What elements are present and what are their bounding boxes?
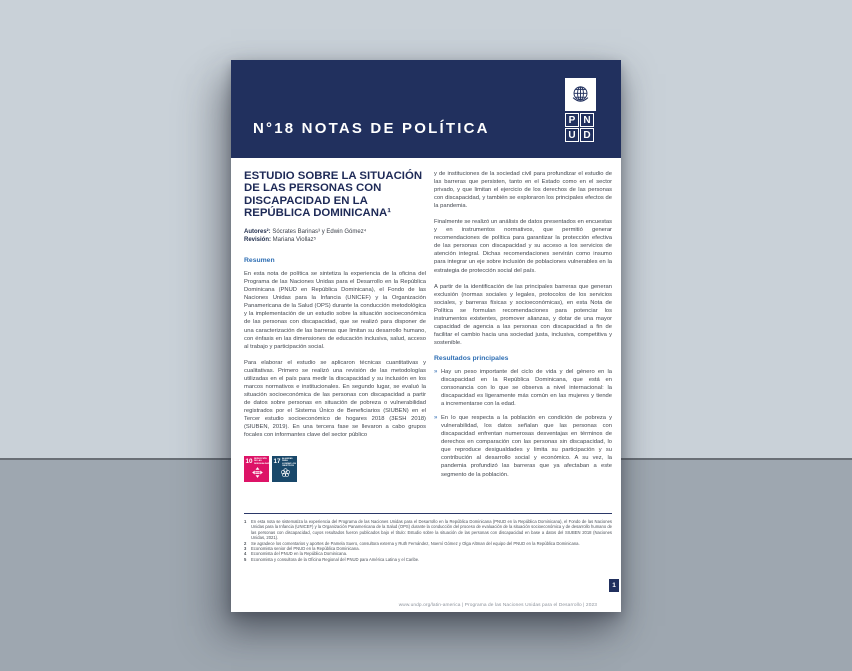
resumen-heading: Resumen — [244, 257, 275, 265]
page-content — [244, 170, 612, 485]
footnote-4-text: Economista del PNUD en la República Dominicana. — [251, 551, 348, 557]
logo-letter-d: D — [580, 128, 594, 142]
sdg-10-badge — [244, 456, 273, 482]
revision-name: Mariana Viollaz⁵ — [271, 237, 317, 244]
result-bullet-2-text: En lo que respecta a la población en condición de pobreza y vulnerabilidad, los datos señalan que las personas con discapacidad enfrentan numerosas desventajas en términos de derechos en comparación con las personas sin discapacidad, lo que reproduce desigualdades y limita su participación y su contribución al desarrollo social y económico. A su vez, la pandemia profundizó las barreras que ya afectaban a este segmento de la población. — [441, 415, 612, 478]
footnote-2-text: Se agradece los comentarios y aportes de Pamela Suero, consultora externa y Ruth Fernández, Noemí Gómez y Olga Altman del equipo del PNUD en la República Dominicana. — [251, 540, 580, 546]
footer-text: www.undp.org/latin-america | Programa de las Naciones Unidas para el Desarrollo | 2023 — [398, 603, 597, 608]
footnote-2-number: 2 — [244, 540, 247, 546]
revision-label: Revisión: — [244, 237, 272, 244]
footnote-1-number: 1 — [244, 519, 247, 524]
left-column — [244, 170, 426, 485]
bullet-marker-icon: » — [434, 415, 438, 422]
logo-letter-u: U — [565, 128, 579, 142]
footnote-1-text: En esta nota se sistematiza la experiencia del Programa de las Naciones Unidas para el Desarrollo en la República Dominicana (PNUD en la República Dominicana), el Fondo de las Naciones Unidas para la Infancia (UNICEF) y la Organización Panamericana de la Salud (OPS) durante la conducción del proceso de evaluación de la situación socioeconómica y de desarrollo humano de las personas con discapacidad, cuyos resultados fueron publicados bajo el título: Estudio sobre la situación de las personas con discapacidad en base a datos del SIUBEN 2018 (Naciones Unidas, 2021). — [251, 519, 612, 541]
sdg-badges — [244, 456, 426, 482]
authors-line — [244, 228, 426, 236]
footnote-5 — [244, 557, 612, 562]
result-bullet-1 — [434, 368, 612, 408]
resumen-paragraph-2: Para elaborar el estudio se aplicaron técnicas cuantitativas y cualitativas. Primero se realizó una revisión de las metodologías utilizadas en el país para medir la discapacidad y su inclusión en los marcos normativos e institucionales. En segundo lugar, se evaluó la situación socioeconómica de las personas con discapacidad a partir de datos sobre personas en situación de pobreza o vulnerabilidad registrados por el Sistema Único de Beneficiarios (SIUBEN) en el Tercer estudio socioeconómico de hogares 2018 (3ESH 2018) (SIUBEN, 2019). En una tercera fase se llevaron a cabo grupos focales con informantes clave del sector público — [244, 359, 426, 439]
equality-icon — [246, 466, 270, 479]
footnote-4-number: 4 — [244, 551, 247, 557]
document-series-title: N°18 NOTAS DE POLÍTICA — [253, 120, 490, 137]
logo-letter-p: P — [565, 113, 579, 127]
sdg-10-label: REDUCCIÓN DE LAS DESIGUALDADES — [254, 457, 273, 465]
revision-line — [244, 236, 426, 244]
footnote-5-number: 5 — [244, 556, 247, 562]
footnote-1 — [244, 519, 612, 541]
un-globe-icon — [565, 78, 596, 111]
result-bullet-2 — [434, 414, 612, 478]
partnership-rings-icon — [274, 466, 298, 479]
footnote-5-text: Economista y consultora de la Oficina Regional del PNUD para América Latina y el Caribe. — [251, 556, 420, 562]
footnote-divider — [244, 513, 612, 514]
body-paragraph-continuation: y de instituciones de la sociedad civil para profundizar el estudio de las barreras que persisten, tanto en el Estado como en el sector privado, y que limitan el ejercicio de los derechos de las personas con discapacidad, y también se exploraron los principales efectos de la pandemia. — [434, 171, 612, 210]
resultados-heading: Resultados principales — [434, 354, 509, 362]
right-column — [434, 170, 612, 485]
body-paragraph-finalmente: Finalmente se realizó un análisis de datos presentados en encuestas y en instrumentos normativos, que permitió generar recomendaciones de política para garantizar la protección efectiva de las personas con discapacidad y su acceso a los servicios de atención integral. Dichas recomendaciones servirán como insumo para integrar un eje sobre inclusión de poblaciones vulnerables en la estrategia de protección social del país. — [434, 219, 612, 274]
authors-label: Autores²: — [244, 229, 271, 236]
sdg-10-number: 10 — [245, 457, 253, 465]
body-paragraph-apartir: A partir de la identificación de las principales barreras que generan exclusión (normas sociales y legales, protocolos de los servicios sociales, y barreras físicas y socioeconómicas), en esta Nota de Política se formulan recomendaciones para potenciar los instrumentos existentes, promover alianzas, y dotar de una mayor capacidad de agencia a las personas con discapacidad a fin de facilitar el cambio hacia una sociedad justa, inclusiva, competitiva y sostenible. — [434, 283, 612, 346]
footnote-3-number: 3 — [244, 546, 247, 552]
article-title: ESTUDIO SOBRE LA SITUACIÓN DE LAS PERSONAS CON DISCAPACIDAD EN LA REPÚBLICA DOMINICANA¹ — [244, 170, 423, 219]
result-bullet-1-text: Hay un peso importante del ciclo de vida y del género en la discapacidad en la República Dominicana, que está en consonancia con lo que se observa a nivel internacional: la discapacidad es ligeramente más común en las mujeres y tiende a incrementarse con la edad. — [441, 368, 612, 408]
page-number-badge: 1 — [609, 579, 619, 592]
header-band — [231, 60, 621, 158]
pnud-letters — [565, 113, 596, 142]
sdg-17-label: ALIANZAS PARA LOGRAR LOS OBJETIVOS — [282, 457, 296, 468]
resumen-paragraph-1: En esta nota de política se sintetiza la experiencia de la oficina del Programa de las Naciones Unidas para el Desarrollo en la República Dominicana (PNUD en República Dominicana), el Fondo de las Naciones Unidas para la Infancia (UNICEF) y la Organización Panamericana de la Salud (OPS) durante la conducción metodológica y la implementación de un estudio sobre la situación socioeconómica de las personas con discapacidad, que se realizó para disponer de una caracterización de las barreras que limitan su desarrollo humano, con énfasis en las dimensiones de educación inclusiva, salud, acceso al trabajo y participación social. — [244, 271, 426, 350]
document-page — [231, 60, 621, 612]
bullet-marker-icon: » — [434, 368, 438, 375]
pnud-logo — [565, 78, 596, 142]
sdg-17-badge — [272, 456, 297, 482]
sdg-17-number: 17 — [273, 457, 281, 465]
footnote-3-text: Economista senior del PNUD en la República Dominicana. — [251, 546, 360, 552]
authors-names: Sócrates Barinas³ y Edwin Gómez⁴ — [270, 229, 367, 236]
footnotes-section — [244, 513, 612, 562]
logo-letter-n: N — [580, 113, 594, 127]
